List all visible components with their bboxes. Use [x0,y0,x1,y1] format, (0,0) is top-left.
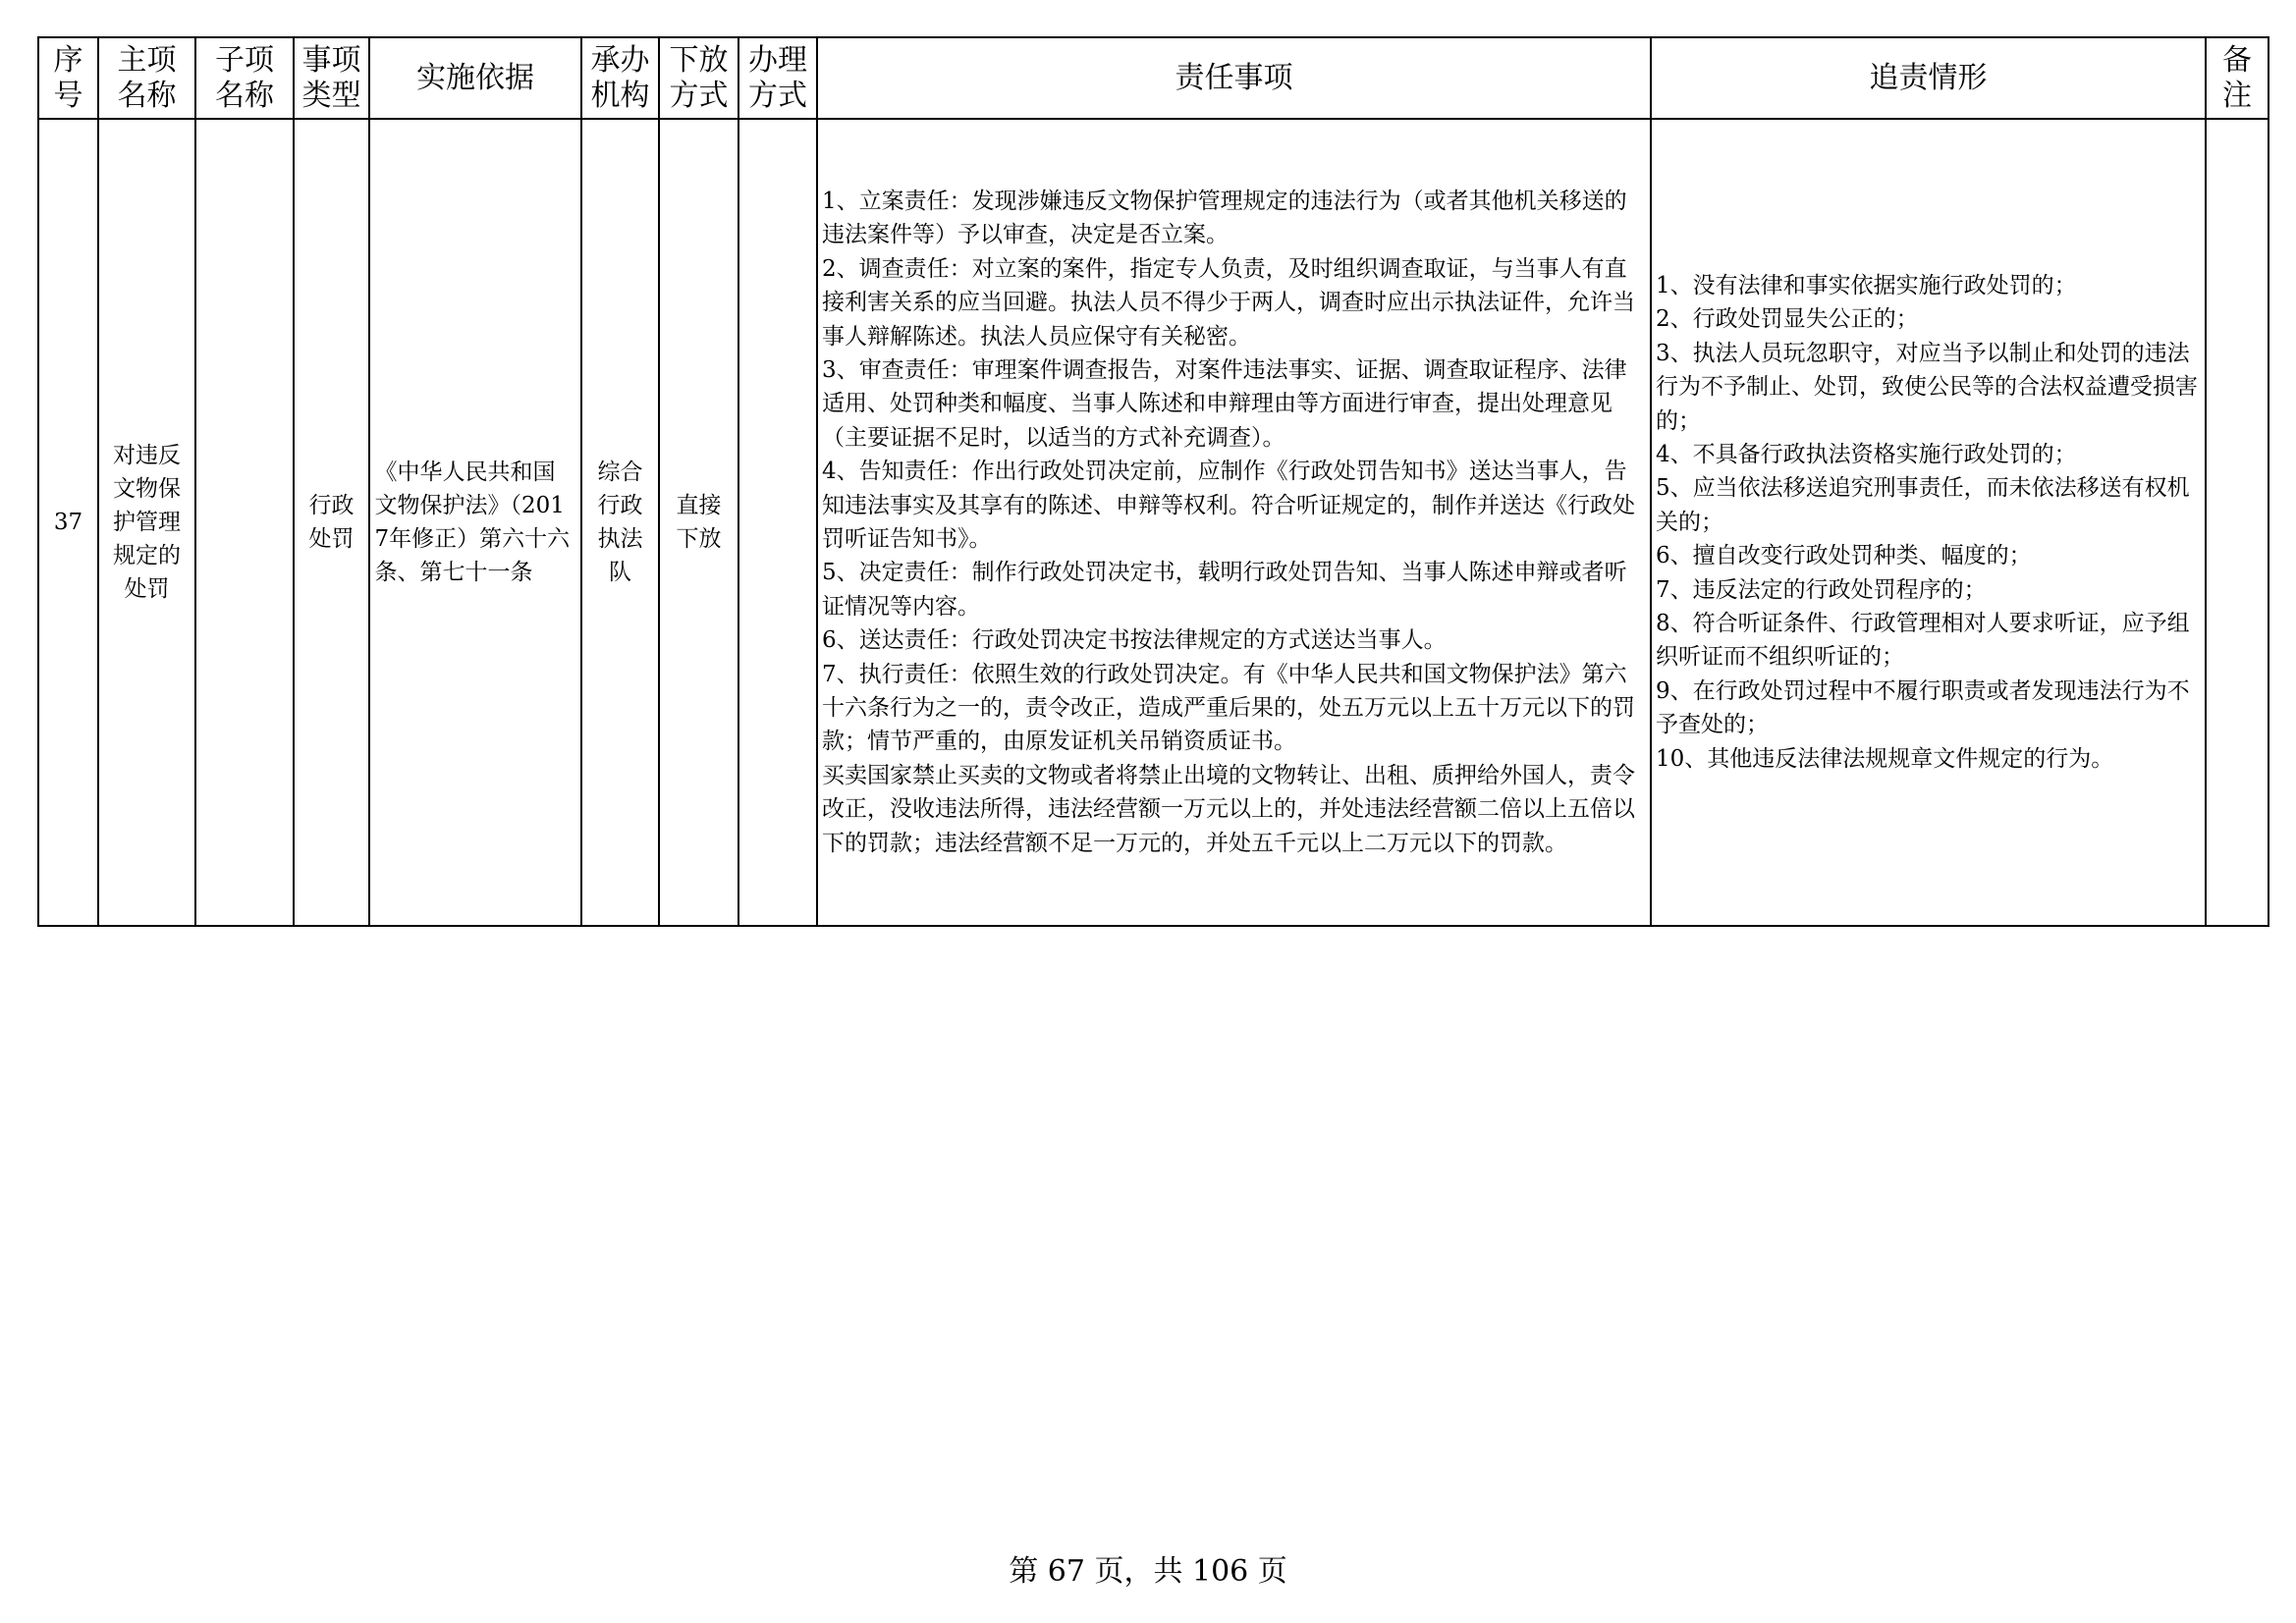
header-seq [38,37,98,119]
header-remarks-label: 备注 [2222,42,2252,113]
responsibility-item: 4、告知责任：作出行政处罚决定前，应制作《行政处罚告知书》送达当事人，告知违法事实及其享有的陈述、申辩等权利。符合听证规定的，制作并送达《行政处罚听证告知书》。 [822,459,1635,552]
responsibility-item: 1、立案责任：发现涉嫌违反文物保护管理规定的违法行为（或者其他机关移送的违法案件等）予以审查，决定是否立案。 [822,188,1627,248]
cell-agency [581,119,659,926]
cell-delegation-value: 直接下放 [676,493,722,552]
header-accountability [1651,37,2206,119]
cell-item-type [294,119,369,926]
header-handling-label: 办理方式 [748,42,807,113]
cell-agency-value: 综合行政执法队 [597,460,643,585]
accountability-item: 4、不具备行政执法资格实施行政处罚的； [1656,441,2077,467]
accountability-item: 8、符合听证条件、行政管理相对人要求听证，应予组织听证而不组织听证的； [1656,611,2190,671]
cell-basis [369,119,581,926]
accountability-item: 2、行政处罚显失公正的； [1656,306,1919,333]
header-agency-label: 承办机构 [590,42,650,113]
header-agency [581,37,659,119]
header-main-item-label: 主项名称 [117,42,177,113]
cell-sub-item [195,119,294,926]
responsibility-item: 买卖国家禁止买卖的文物或者将禁止出境的文物转让、出租、质押给外国人，责令改正，没收违法所得，违法经营额一万元以上的，并处违法经营额二倍以上五倍以下的罚款；违法经营额不足一万元的，并处五千元以上二万元以下的罚款。 [822,762,1635,856]
duty-list-table [37,36,2269,927]
header-handling [738,37,817,119]
cell-handling [738,119,817,926]
cell-remarks [2206,119,2269,926]
header-basis [369,37,581,119]
header-delegation [659,37,738,119]
header-accountability-label: 追责情形 [1869,60,1988,95]
cell-delegation [659,119,738,926]
accountability-item: 5、应当依法移送追究刑事责任，而未依法移送有权机关的； [1656,475,2190,535]
cell-accountability [1651,119,2206,926]
responsibility-item: 7、执行责任：依照生效的行政处罚决定。有《中华人民共和国文物保护法》第六十六条行为之一的，责令改正，造成严重后果的，处五万元以上五十万元以下的罚款；情节严重的，由原发证机关吊销资质证书。 [822,661,1635,755]
accountability-item: 10、其他违反法律法规规章文件规定的行为。 [1656,745,2114,772]
header-item-type-label: 事项类型 [301,42,361,113]
cell-main-item [98,119,195,926]
cell-main-item-value: 对违反文物保护管理规定的处罚 [113,443,181,602]
responsibility-item: 3、审查责任：审理案件调查报告，对案件违法事实、证据、调查取证程序、法律适用、处罚种类和幅度、当事人陈述和申辩理由等方面进行审查，提出处理意见（主要证据不足时，以适当的方式补充调查）。 [822,356,1627,451]
responsibility-item: 2、调查责任：对立案的案件，指定专人负责，及时组织调查取证，与当事人有直接利害关系的应当回避。执法人员不得少于两人，调查时应出示执法证件，允许当事人辩解陈述。执法人员应保守有关秘密。 [822,255,1635,350]
header-remarks [2206,37,2269,119]
cell-seq [38,119,98,926]
cell-item-type-value: 行政处罚 [308,493,355,552]
header-responsibilities [817,37,1651,119]
header-sub-item-label: 子项名称 [215,42,274,113]
accountability-item: 9、在行政处罚过程中不履行职责或者发现违法行为不予查处的； [1656,677,2190,738]
header-delegation-label: 下放方式 [669,42,729,113]
responsibility-item: 5、决定责任：制作行政处罚决定书，载明行政处罚告知、当事人陈述申辩或者听证情况等内容。 [822,560,1627,620]
header-main-item [98,37,195,119]
duty-list-table-container [37,36,2269,927]
header-responsibilities-label: 责任事项 [1175,60,1293,95]
header-seq-label: 序号 [53,42,83,113]
page-number-footer: 第 67 页，共 106 页 [1009,1554,1287,1589]
responsibility-item: 6、送达责任：行政处罚决定书按法律规定的方式送达当事人。 [822,627,1447,654]
accountability-item: 3、执法人员玩忽职守，对应当予以制止和处罚的违法行为不予制止、处罚，致使公民等的合法权益遭受损害的； [1656,340,2198,434]
accountability-item: 7、违反法定的行政处罚程序的； [1656,576,1987,603]
header-basis-label: 实施依据 [416,60,534,95]
cell-seq-value: 37 [53,510,83,535]
table-row [38,119,2269,926]
header-row [38,37,2269,119]
accountability-item: 6、擅自改变行政处罚种类、幅度的； [1656,543,2032,569]
accountability-item: 1、没有法律和事实依据实施行政处罚的； [1656,272,2077,298]
header-sub-item [195,37,294,119]
cell-responsibilities [817,119,1651,926]
cell-basis-value: 《中华人民共和国文物保护法》（2017年修正）第六十六条、第七十一条 [374,460,571,585]
header-item-type [294,37,369,119]
